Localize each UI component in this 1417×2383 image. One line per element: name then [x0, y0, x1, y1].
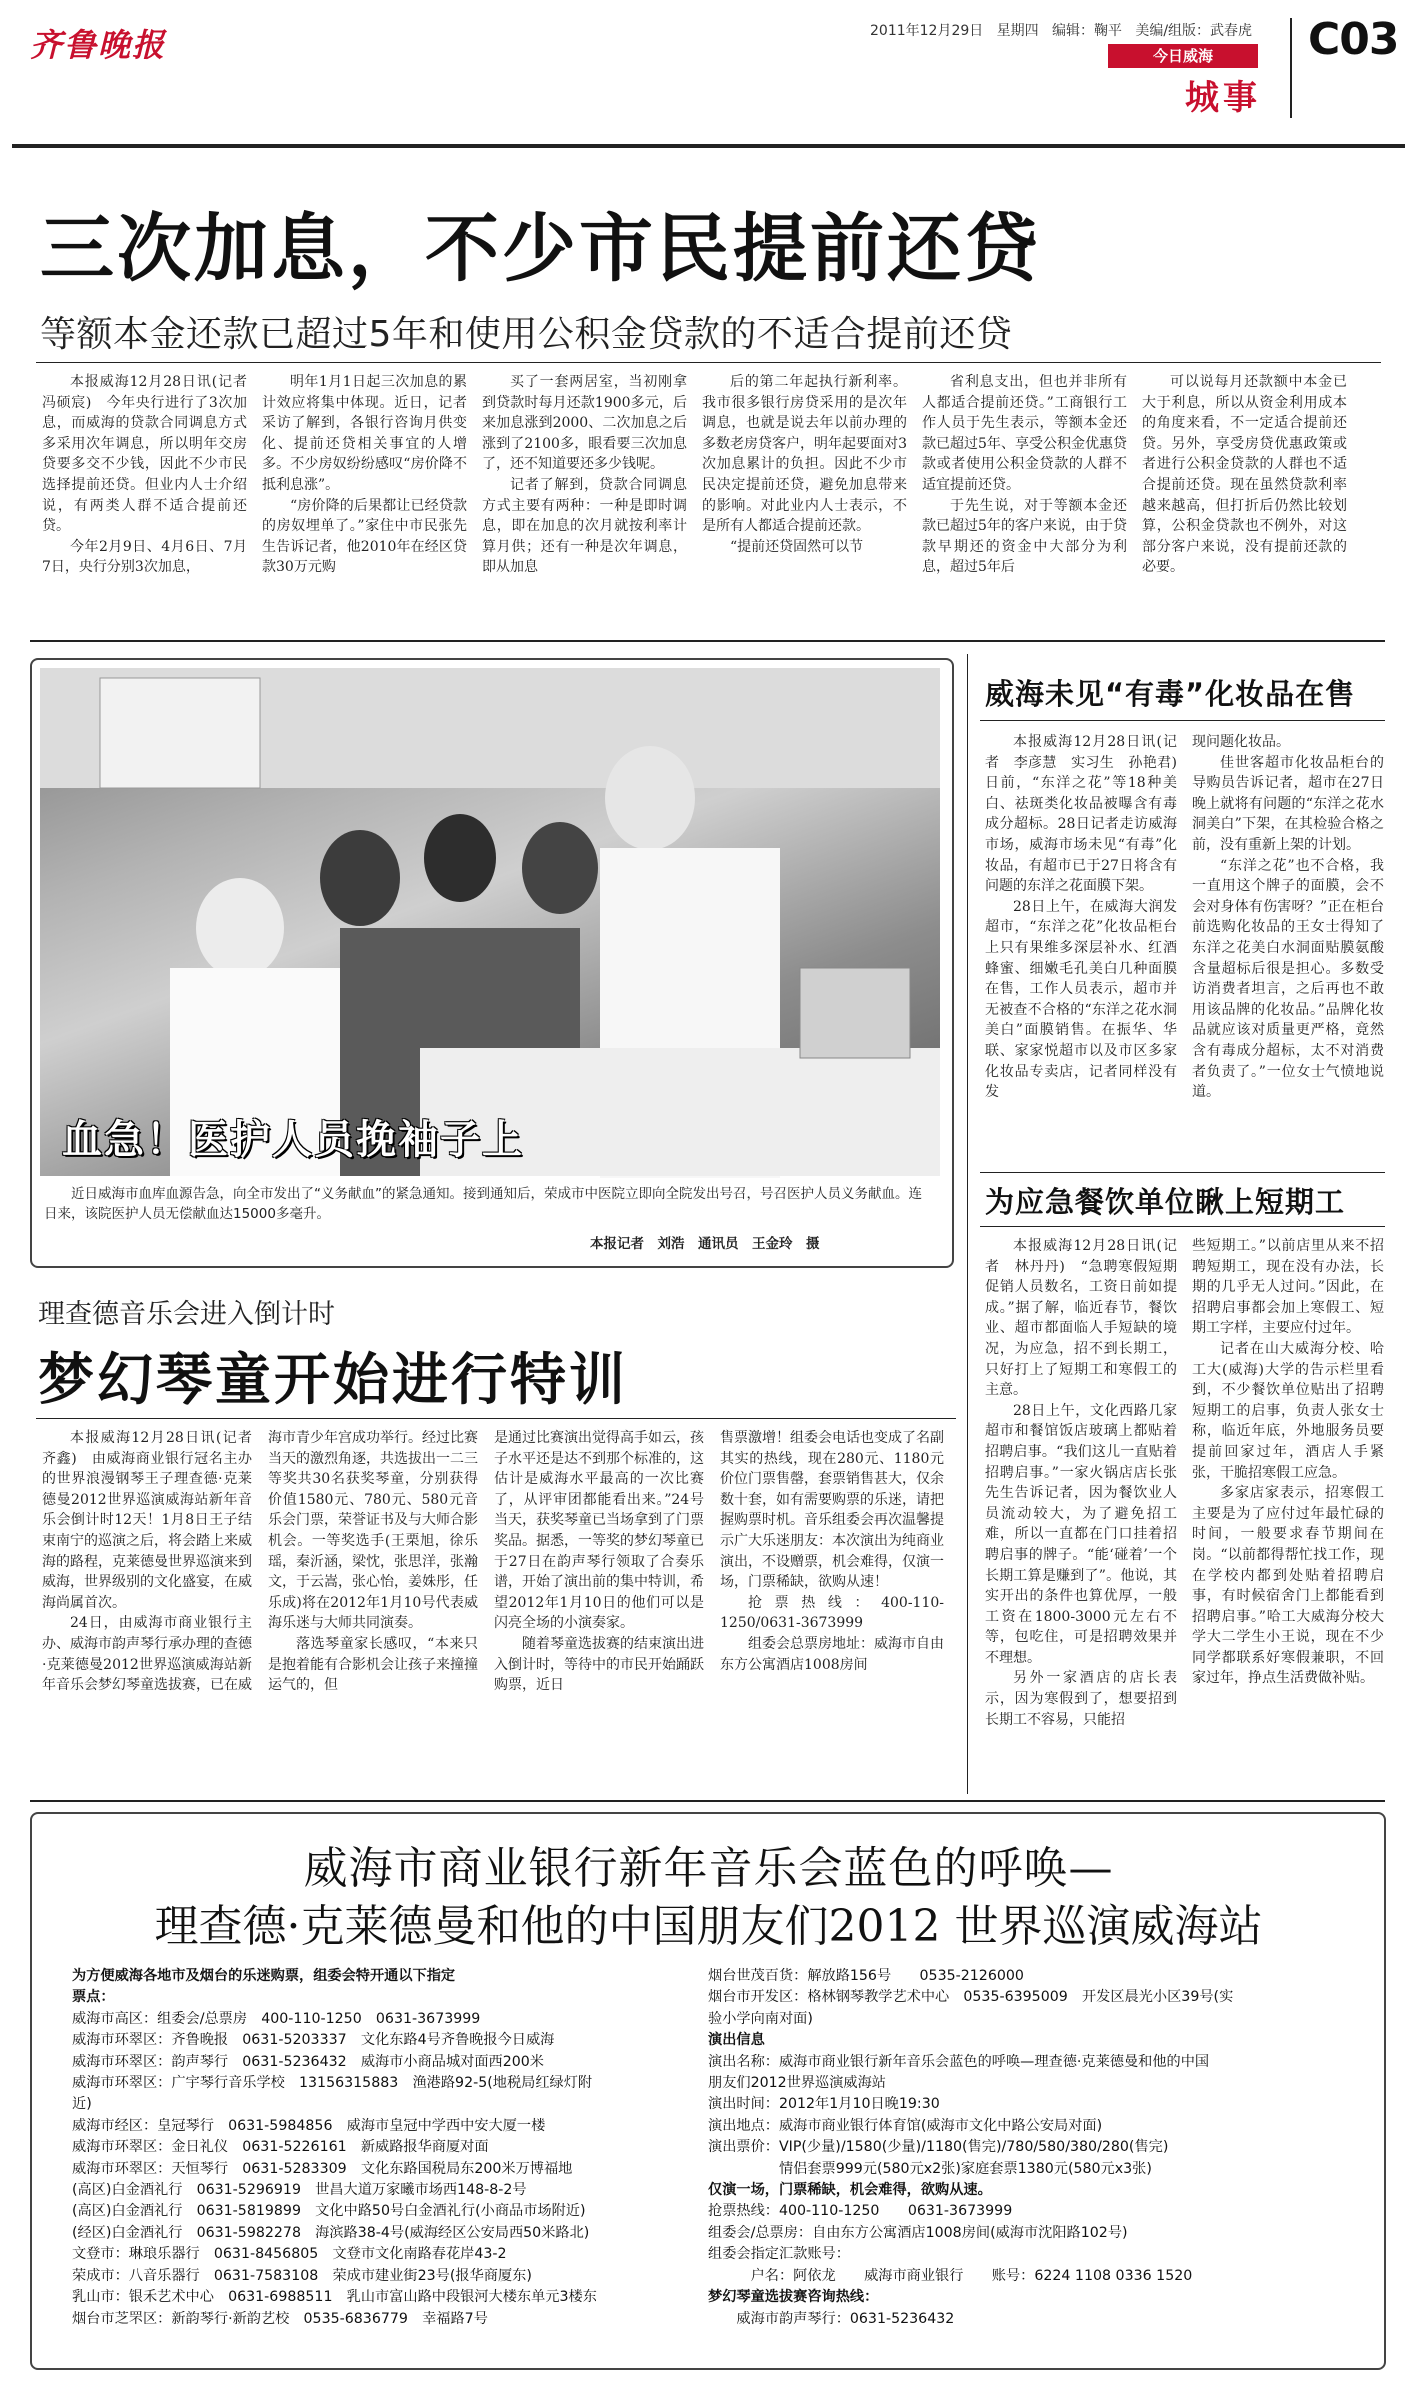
- ad-line: 近): [72, 2096, 92, 2113]
- paragraph: 本报威海12月28日讯(记者 齐鑫) 由威海商业银行冠名主办的世界浪漫钢琴王子理查德·克莱德曼2012世界巡演威海站新年音乐会倒计时12天！1月8日王子结束南宁的巡演之后，将会踏上来威海的路程，克莱德曼世界巡演来到威海，世界级别的文化盛宴，在威海尚属首次。: [42, 1430, 266, 1611]
- ad-line: 为方便威海各地市及烟台的乐迷购票，组委会特开通以下指定: [72, 1968, 456, 1984]
- ad-show-info: [708, 1966, 1368, 2330]
- text-column: [42, 1428, 266, 1794]
- text-column: [1192, 732, 1384, 1164]
- main-headline: 三次加息，不少市民提前还贷: [40, 206, 1041, 292]
- ad-line: (经区)白金酒礼行 0631-5982278 海滨路38-4号(威海经区公安局西50米路北): [72, 2224, 590, 2241]
- ad-line: 荣成市：八音乐器行 0631-7583108 荣成市建业街23号(报华商厦东): [72, 2267, 532, 2284]
- paragraph: 28日上午，文化西路几家超市和餐馆饭店玻璃上都贴着招聘启事。“我们这儿一直贴着招聘启事。”一家火锅店店长张先生告诉记者，因为餐饮业人员流动较大，为了避免招工难，所以一直都在门口挂着招聘启事的牌子。“能‘碰着’一个长期工算是赚到了”。他说，其实开出的条件也算优厚，一般工资在1800-3000元左右不等，包吃住，可是招聘效果并不理想。: [985, 1402, 1177, 1666]
- header-divider: [1290, 18, 1292, 118]
- paragraph: 后的第二年起执行新利率。我市很多银行房贷采用的是次年调息，也就是说去年以前办理的多数老房贷客户，明年起要面对3次加息累计的负担。因此不少市民决定提前还贷，避免加息带来的影响。对此业内人士表示，不是所有人都适合提前还款。: [702, 374, 907, 535]
- paragraph: 28日上午，在威海大润发超市，“东洋之花”化妆品柜台上只有果维多深层补水、红酒蜂蜜、细嫩毛孔美白几种面膜在售，工作人员表示，超市并无被查不合格的“东洋之花水洞美白”面膜销售。在振华、华联、家家悦超市以及市区多家化妆品专卖店，记者同样没有发: [985, 898, 1177, 1101]
- text-column: [985, 732, 1191, 1164]
- paragraph: “东洋之花”也不合格，我一直用这个牌子的面膜，会不会对身体有伤害呀？”正在柜台前选购化妆品的王女士得知了东洋之花美白水洞面贴膜氨酸含量超标后很是担心。多数受访消费者坦言，之后再也不敢用该品牌的化妆品。”品牌化妆品就应该对质量更严格，竟然含有毒成分超标，太不对消费者负责了。”一位女士气愤地说道。: [1192, 857, 1384, 1101]
- paragraph: 记者在山大威海分校、哈工大(威海)大学的告示栏里看到，不少餐饮单位贴出了招聘短期工的启事，负责人张女士称，临近年底，外地服务员要提前回家过年，酒店人手紧张，干脆招寒假工应急。: [1192, 1340, 1384, 1481]
- blood-donation-photo: [40, 668, 940, 1176]
- text-column: [985, 1236, 1177, 1788]
- text-column: [702, 372, 907, 634]
- bottom-story-rule: [30, 1800, 1385, 1802]
- paragraph: 是通过比赛演出觉得高手如云，孩子水平还是达不到那个标准的，这估计是威海水平最高的一次比赛了，从评审团都能看出来。”24号当天，获奖琴童已当场拿到了门票奖品。据悉，一等奖的梦幻琴童已于27日在韵声琴行领取了合奏乐谱，开始了演出前的集中特训，希望2012年1月10日的他们可以是闪亮全场的小演奏家。: [494, 1430, 704, 1632]
- text-column: [1142, 372, 1347, 634]
- paragraph: 现问题化妆品。: [1192, 734, 1290, 750]
- ad-line: 文登市：琳琅乐器行 0631-8456805 文登市文化南路春花岸43-2: [72, 2246, 507, 2263]
- ad-line: 威海市高区：组委会/总票房 400-110-1250 0631-3673999: [72, 2010, 481, 2027]
- paragraph: 本报威海12月28日讯(记者 李彦慧 实习生 孙艳君) 日前，“东洋之花”等18种美白、祛斑类化妆品被曝含有毒成分超标。28日记者走访威海市场，威海市场未见“有毒”化妆品，有超市已于27日将含有问题的东洋之花面膜下架。: [985, 734, 1191, 895]
- main-subheadline: 等额本金还款已超过5年和使用公积金贷款的不适合提前还贷: [40, 314, 1013, 355]
- catering-headline: 为应急餐饮单位瞅上短期工: [985, 1185, 1346, 1219]
- cosmetics-headline-rule: [980, 720, 1385, 721]
- ad-line: 户名：阿依龙 威海市商业银行 账号：6224 1108 0336 1520: [708, 2267, 1193, 2284]
- ad-line: (高区)白金酒礼行 0631-5819899 文化中路50号白金酒礼行(小商品市场附近): [72, 2203, 586, 2220]
- paragraph: “提前还贷固然可以节: [730, 538, 864, 555]
- photo-caption: 近日威海市血库血源告急，向全市发出了“义务献血”的紧急通知。接到通知后，荣成市中医院立即向全院发出号召，号召医护人员义务献血。连日来，该院医护人员无偿献血达15000多毫升。: [44, 1186, 922, 1222]
- paragraph: 多家店家表示，招寒假工主要是为了应付过年最忙碌的时间，一般要求春节期间在岗。“以前都得帮忙找工作，现在学校内都到处贴着招聘启事，有时候宿舍门上都能看到招聘启事。”哈工大威海分校大学大二学生小王说，现在不少同学都联系好寒假兼职，不回家过年，挣点生活费做补贴。: [1192, 1485, 1384, 1687]
- ad-title-line1: 威海市商业银行新年音乐会蓝色的呼唤—: [303, 1843, 1114, 1894]
- ad-line: 验小学向南对面): [708, 2010, 813, 2027]
- ad-line: 威海市环翠区：广宇琴行音乐学校 13156315883 渔港路92-5(地税局红绿灯附: [72, 2075, 593, 2092]
- ad-line: 组委会指定汇款账号：: [708, 2246, 850, 2263]
- text-column: [42, 372, 261, 634]
- paragraph: 24日，由威海市商业银行主办、威海市韵声琴行承办理的查德·克莱德曼2012世界巡演威海站新年音乐会梦幻琴童选拔赛，已在威: [42, 1615, 252, 1694]
- ad-line: 演出票价：VIP(少量)/1580(少量)/1180(售完)/780/580/380/280(售完): [708, 2139, 1169, 2156]
- ad-line: 演出名称：威海市商业银行新年音乐会蓝色的呼唤—理查德·克莱德曼和他的中国: [708, 2053, 1210, 2070]
- ad-line: 演出时间：2012年1月10日晚19:30: [708, 2096, 940, 2113]
- ad-line: 仅演一场，门票稀缺，机会难得，欲购从速。: [708, 2182, 992, 2199]
- section-title: 城事: [1185, 78, 1261, 118]
- main-story-bottom-rule: [30, 640, 1385, 642]
- paragraph: 佳世客超市化妆品柜台的导购员告诉记者，超市在27日晚上就将有问题的“东洋之花水洞美白”下架，在其检验合格之前，没有重新上架的计划。: [1192, 754, 1384, 853]
- paragraph: 售票激增！组委会电话也变成了名副其实的热线，现在280元、1180元价位门票售罄，套票销售甚大，仅余数十套，如有需要购票的乐迷，请把握购票时机。音乐组委会再次温馨提示广大乐迷朋友：本次演出为纯商业演出，不设赠票，机会难得，仅演一场，门票稀缺，欲购从速！: [720, 1430, 944, 1591]
- editor-credit: 编辑：鞠平: [1051, 23, 1122, 39]
- text-column: [922, 372, 1127, 634]
- paragraph: 落选琴童家长感叹，“本来只是抱着能有合影机会让孩子来撞撞运气的，但: [268, 1635, 478, 1694]
- paragraph: 今年2月9日、4月6日、7月7日，央行分别3次加息，: [42, 538, 247, 576]
- ad-line: 乳山市：银禾艺术中心 0631-6988511 乳山市富山路中段银河大楼东单元3楼东: [72, 2289, 597, 2306]
- ad-line: 梦幻琴童选拔赛咨询热线：: [708, 2289, 879, 2306]
- catering-headline-rule: [980, 1226, 1385, 1227]
- ad-line: 组委会/总票房：自由东方公寓酒店1008房间(威海市沈阳路102号): [708, 2224, 1128, 2241]
- text-column: [1192, 1236, 1384, 1788]
- paragraph: 记者了解到，贷款合同调息方式主要有两种：一种是即时调息，即在加息的次月就按利率计算月供；还有一种是次年调息，即从加息: [482, 476, 687, 576]
- ad-line: 威海市环翠区：金日礼仪 0631-5226161 新威路报华商厦对面: [72, 2139, 489, 2156]
- photo-credit: 本报记者 刘浩 通讯员 王金玲 摄: [590, 1236, 820, 1252]
- paragraph: 于先生说，对于等额本金还款已超过5年的客户来说，由于贷款早期还的资金中大部分为利息，超过5年后: [922, 497, 1127, 576]
- ad-line: 烟台市开发区：格林钢琴教学艺术中心 0535-6395009 开发区晨光小区39号(实: [708, 1989, 1234, 2006]
- ad-line: 演出信息: [708, 2032, 765, 2049]
- ad-line: 威海市韵声琴行：0631-5236432: [708, 2310, 955, 2327]
- masthead-rule: [12, 144, 1405, 148]
- newspaper-logo: 齐鲁晚报: [30, 26, 167, 64]
- text-column: [268, 1428, 478, 1794]
- ad-line: 抢票热线：400-110-1250 0631-3673999: [708, 2203, 1013, 2220]
- paragraph: 另外一家酒店的店长表示，因为寒假到了，想要招到长期工不容易，只能招: [985, 1670, 1177, 1728]
- page-number: C03: [1308, 14, 1399, 65]
- paragraph: 组委会总票房地址：威海市自由东方公寓酒店1008房间: [720, 1635, 944, 1673]
- ad-line: 烟台世茂百货：解放路156号 0535-2126000: [708, 1968, 1024, 1984]
- designer-credit: 美编/组版：武春虎: [1135, 23, 1253, 39]
- ad-line: 演出地点：威海市商业银行体育馆(威海市文化中路公安局对面): [708, 2117, 1103, 2134]
- ad-ticket-outlets: [72, 1966, 682, 2330]
- paragraph: “房价降的后果都让已经贷款的房奴埋单了。”家住中市民张先生告诉记者，他2010年在经区贷款30万元购: [262, 497, 467, 576]
- paragraph: 海市青少年宫成功举行。经过比赛当天的激烈角逐，共选拔出一二三等奖共30名获奖琴童，分别获得价值1580元、780元、580元音乐会门票，荣誉证书及与大师合影机会。一等奖选手(王栗旭，徐乐瑶，秦沂涵，梁忱，张思洋，张瀚文，于云嵩，张心怡，姜姝彤，任乐成)将在2012年1月10号代表威海乐迷与大师共同演奏。: [268, 1430, 478, 1632]
- issue-date: 2011年12月29日: [870, 23, 984, 39]
- header-meta: [870, 20, 1252, 40]
- paragraph: 抢票热线：400-110-1250/0631-3673999: [720, 1594, 944, 1632]
- ad-line: 朋友们2012世界巡演威海站: [708, 2075, 886, 2092]
- paragraph: 可以说每月还款额中本金已大于利息，所以从资金利用成本的角度来看，不一定适合提前还贷。另外，享受房贷优惠政策或者进行公积金贷款的人群也不适合提前还贷。现在虽然贷款利率越来越高，但打折后仍然比较划算，公积金贷款也不例外，对这部分客户来说，没有提前还款的必要。: [1142, 374, 1347, 576]
- paragraph: 些短期工。”以前店里从来不招聘短期工，现在没有办法，长期的几乎无人过问。”因此，在招聘启事都会加上寒假工、短期工字样，主要应付过年。: [1192, 1238, 1384, 1337]
- paragraph: 本报威海12月28日讯(记者 林丹丹) “急聘寒假短期促销人员数名，工资日前如提成。”据了解，临近春节，餐饮业、超市都面临人手短缺的境况，为应急，招不到长期工，只好打上了短期工和寒假工的主意。: [985, 1238, 1177, 1399]
- photo-headline: 血急！医护人员挽袖子上: [62, 1117, 524, 1163]
- ad-line: 威海市经区：皇冠琴行 0631-5984856 威海市皇冠中学西中安大厦一楼: [72, 2117, 546, 2134]
- text-column: [494, 1428, 704, 1794]
- ad-line: 票点：: [72, 1989, 115, 2006]
- concert-headline-rule: [36, 1418, 956, 1419]
- ad-line: 烟台市芝罘区：新韵琴行·新韵艺校 0535-6836779 幸福路7号: [72, 2310, 488, 2327]
- paragraph: 随着琴童选拔赛的结束演出进入倒计时，等待中的市民开始踊跃购票，近日: [494, 1635, 704, 1694]
- ad-title-line2: 理查德·克莱德曼和他的中国朋友们2012 世界巡演威海站: [154, 1901, 1263, 1952]
- paragraph: 买了一套两居室，当初刚拿到贷款时每月还款1900多元，后来加息涨到2000、二次加息之后涨到了2100多，眼看要三次加息了，还不知道要还多少钱呢。: [482, 374, 687, 473]
- text-column: [262, 372, 467, 634]
- paragraph: 明年1月1日起三次加息的累计效应将集中体现。近日，记者采访了解到，各银行咨询月供变化、提前还贷相关事宜的人增多。不少房奴纷纷感叹“房价降不抵利息涨”。: [262, 374, 467, 493]
- issue-weekday: 星期四: [996, 23, 1039, 39]
- ad-line: 威海市环翠区：天恒琴行 0631-5283309 文化东路国税局东200米万博福地: [72, 2160, 573, 2177]
- main-story-rule: [36, 362, 1381, 363]
- photo-illustration: [40, 668, 940, 1176]
- section-tag-badge: 今日威海: [1108, 44, 1258, 68]
- catering-top-rule: [980, 1172, 1385, 1173]
- text-column: [720, 1428, 944, 1794]
- ad-line: 威海市环翠区：齐鲁晚报 0631-5203337 文化东路4号齐鲁晚报今日威海: [72, 2032, 555, 2049]
- concert-kicker: 理查德音乐会进入倒计时: [38, 1299, 335, 1330]
- paragraph: 本报威海12月28日讯(记者 冯硕宸) 今年央行进行了3次加息，而威海的贷款合同调息方式多采用次年调息，所以明年交房贷要多交不少钱，因此不少市民选择提前还贷。但业内人士介绍说，有两类人群不适合提前还贷。: [42, 374, 261, 535]
- paragraph: 省利息支出，但也并非所有人都适合提前还贷。”工商银行工作人员于先生表示，等额本金还款已超过5年、享受公积金优惠贷款或者使用公积金贷款的人群不适宜提前还贷。: [922, 374, 1127, 493]
- cosmetics-headline: 威海未见“有毒”化妆品在售: [985, 677, 1356, 711]
- ad-line: (高区)白金酒礼行 0631-5296919 世昌大道万家曦市场西148-8-2号: [72, 2182, 527, 2199]
- text-column: [482, 372, 687, 634]
- masthead: [0, 0, 1417, 140]
- right-column-divider: [967, 654, 968, 1794]
- ad-line: 威海市环翠区：韵声琴行 0631-5236432 威海市小商品城对面西200米: [72, 2053, 544, 2070]
- concert-headline: 梦幻琴童开始进行特训: [38, 1348, 628, 1413]
- ad-line: 情侣套票999元(580元x2张)家庭套票1380元(580元x3张): [708, 2160, 1152, 2177]
